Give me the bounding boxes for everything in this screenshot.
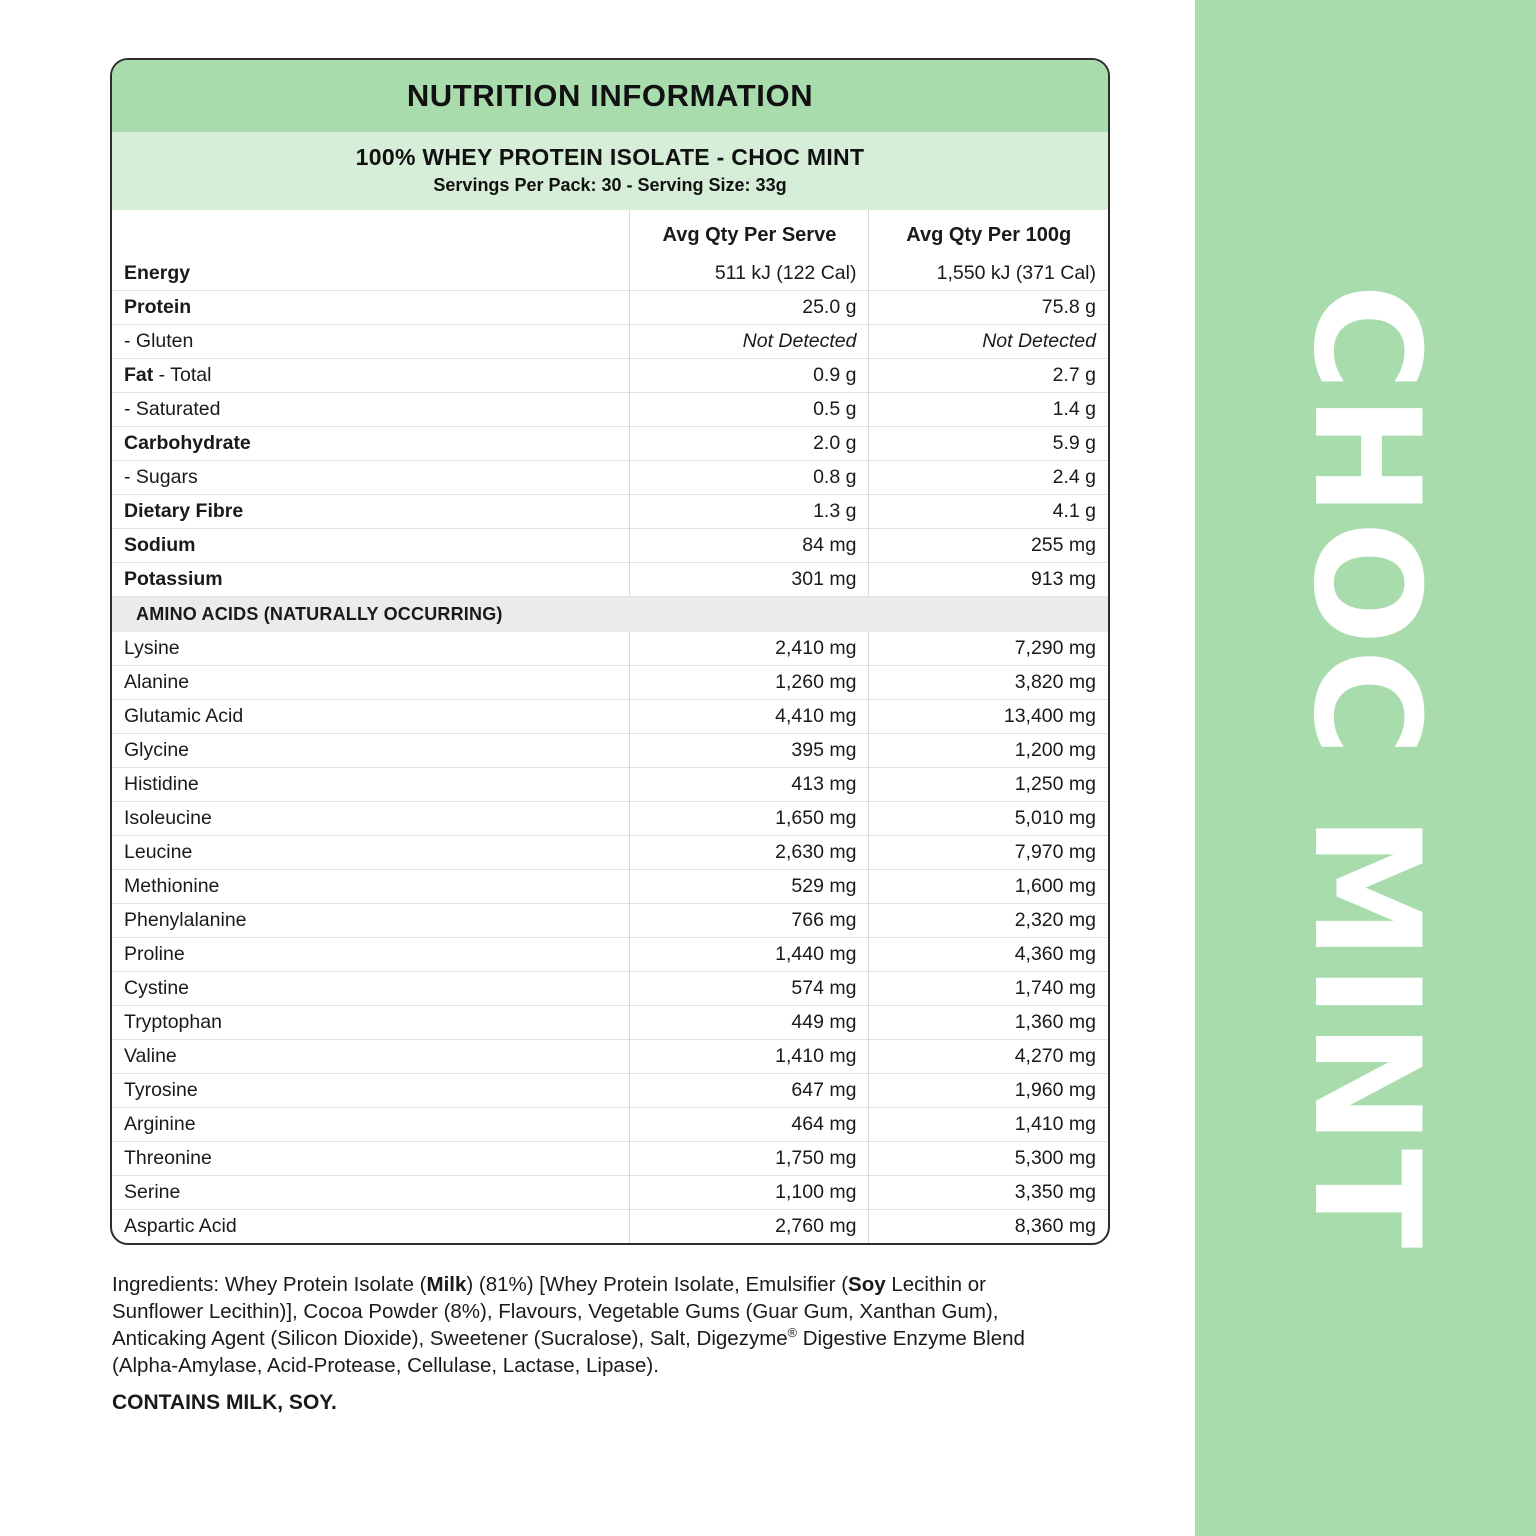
row-value-serve: 464 mg bbox=[630, 1108, 869, 1142]
row-label: Energy bbox=[124, 262, 191, 284]
table-row bbox=[112, 495, 1108, 529]
column-header-per-serve: Avg Qty Per Serve bbox=[630, 210, 869, 257]
row-value-100g: 2,320 mg bbox=[869, 904, 1108, 938]
row-value-100g: 1,550 kJ (371 Cal) bbox=[869, 257, 1108, 291]
table-row bbox=[112, 700, 1108, 734]
row-value-100g: 1,200 mg bbox=[869, 734, 1108, 768]
row-value-100g: 1,410 mg bbox=[869, 1108, 1108, 1142]
row-label: Dietary Fibre bbox=[112, 495, 630, 529]
row-value-100g: 4,270 mg bbox=[869, 1040, 1108, 1074]
row-value-100g: 7,970 mg bbox=[869, 836, 1108, 870]
row-value-serve: 1,440 mg bbox=[630, 938, 869, 972]
row-value-serve: 4,410 mg bbox=[630, 700, 869, 734]
row-value-100g: 13,400 mg bbox=[869, 700, 1108, 734]
row-label: Threonine bbox=[112, 1142, 630, 1176]
row-value-serve: 301 mg bbox=[630, 563, 869, 597]
row-value-100g: 4.1 g bbox=[869, 495, 1108, 529]
allergen-statement: CONTAINS MILK, SOY. bbox=[112, 1391, 337, 1415]
row-label: Tryptophan bbox=[112, 1006, 630, 1040]
row-label: Lysine bbox=[124, 637, 180, 659]
row-value-serve: 1,100 mg bbox=[630, 1176, 869, 1210]
flavour-side-band bbox=[1195, 0, 1536, 1536]
table-row bbox=[112, 1108, 1108, 1142]
row-value-100g: 1.4 g bbox=[869, 393, 1108, 427]
table-header-row bbox=[112, 210, 1108, 257]
table-row bbox=[112, 427, 1108, 461]
table-row bbox=[112, 529, 1108, 563]
row-value-serve: 2,760 mg bbox=[630, 1210, 869, 1244]
panel-subtitle bbox=[112, 132, 1108, 210]
row-value-serve: 1,750 mg bbox=[630, 1142, 869, 1176]
row-label: - Saturated bbox=[112, 393, 630, 427]
row-label: Aspartic Acid bbox=[112, 1210, 630, 1244]
section-header-amino-acids bbox=[112, 597, 1108, 633]
row-value-serve: 511 kJ (122 Cal) bbox=[630, 257, 869, 291]
row-value-serve: 2,410 mg bbox=[630, 632, 869, 666]
table-row bbox=[112, 1210, 1108, 1244]
column-header-name bbox=[112, 210, 630, 257]
row-label: - Sugars bbox=[112, 461, 630, 495]
row-value-serve: Not Detected bbox=[630, 325, 869, 359]
row-value-100g: 5,010 mg bbox=[869, 802, 1108, 836]
table-row bbox=[112, 734, 1108, 768]
ingredients-text: Ingredients: Whey Protein Isolate (Milk) (81%) [Whey Protein Isolate, Emulsifier (Soy Lecithin or Sunflower Lecithin)], Cocoa Powder (8%), Flavours, Vegetable Gums (Guar Gum, Xanthan Gum), Anticaking Agent (Silicon Dioxide), Sweetener (Sucralose), Salt, Digezyme® Digestive Enzyme Blend (Alpha-Amylase, Acid-Protease, Cellulase, Lactase, Lipase). bbox=[112, 1273, 1025, 1377]
nutrition-information-panel bbox=[110, 58, 1110, 1245]
row-value-100g: 4,360 mg bbox=[869, 938, 1108, 972]
row-value-100g: 3,350 mg bbox=[869, 1176, 1108, 1210]
section-label: AMINO ACIDS (NATURALLY OCCURRING) bbox=[112, 597, 1108, 633]
table-row bbox=[112, 1006, 1108, 1040]
row-value-serve: 574 mg bbox=[630, 972, 869, 1006]
row-label: Tyrosine bbox=[112, 1074, 630, 1108]
table-row bbox=[112, 904, 1108, 938]
row-value-serve: 2.0 g bbox=[630, 427, 869, 461]
row-label: Valine bbox=[112, 1040, 630, 1074]
table-row bbox=[112, 563, 1108, 597]
table-row bbox=[112, 972, 1108, 1006]
row-value-serve: 647 mg bbox=[630, 1074, 869, 1108]
table-body bbox=[112, 257, 1108, 1243]
table-row bbox=[112, 359, 1108, 393]
servings-info: Servings Per Pack: 30 - Serving Size: 33g bbox=[433, 175, 787, 195]
row-value-serve: 0.8 g bbox=[630, 461, 869, 495]
column-header-per-100g: Avg Qty Per 100g bbox=[869, 210, 1108, 257]
row-value-serve: 529 mg bbox=[630, 870, 869, 904]
row-value-serve: 413 mg bbox=[630, 768, 869, 802]
table-row bbox=[112, 938, 1108, 972]
row-value-100g: 5.9 g bbox=[869, 427, 1108, 461]
table-row bbox=[112, 291, 1108, 325]
row-value-100g: 3,820 mg bbox=[869, 666, 1108, 700]
row-value-serve: 0.5 g bbox=[630, 393, 869, 427]
row-value-100g: 75.8 g bbox=[869, 291, 1108, 325]
row-value-100g: 5,300 mg bbox=[869, 1142, 1108, 1176]
row-value-100g: 1,960 mg bbox=[869, 1074, 1108, 1108]
row-label: Phenylalanine bbox=[112, 904, 630, 938]
table-row bbox=[112, 1040, 1108, 1074]
row-label: Cystine bbox=[112, 972, 630, 1006]
table-row bbox=[112, 325, 1108, 359]
row-value-100g: 2.4 g bbox=[869, 461, 1108, 495]
row-value-100g: 1,250 mg bbox=[869, 768, 1108, 802]
row-value-100g: 913 mg bbox=[869, 563, 1108, 597]
row-value-100g: 1,360 mg bbox=[869, 1006, 1108, 1040]
row-value-serve: 449 mg bbox=[630, 1006, 869, 1040]
row-value-serve: 395 mg bbox=[630, 734, 869, 768]
row-value-100g: 1,740 mg bbox=[869, 972, 1108, 1006]
ingredients-block bbox=[112, 1272, 1072, 1417]
row-value-serve: 25.0 g bbox=[630, 291, 869, 325]
table-row bbox=[112, 1142, 1108, 1176]
row-label: - Gluten bbox=[112, 325, 630, 359]
row-label: Leucine bbox=[112, 836, 630, 870]
row-value-serve: 2,630 mg bbox=[630, 836, 869, 870]
row-label: Fat - Total bbox=[112, 359, 630, 393]
table-row bbox=[112, 870, 1108, 904]
row-label: Glycine bbox=[112, 734, 630, 768]
table-row bbox=[112, 632, 1108, 666]
table-row bbox=[112, 1074, 1108, 1108]
row-label: Protein bbox=[112, 291, 630, 325]
row-label: Glutamic Acid bbox=[112, 700, 630, 734]
panel-title: NUTRITION INFORMATION bbox=[112, 60, 1108, 132]
row-value-100g: 8,360 mg bbox=[869, 1210, 1108, 1244]
row-value-serve: 1,650 mg bbox=[630, 802, 869, 836]
product-name: 100% WHEY PROTEIN ISOLATE - CHOC MINT bbox=[355, 144, 865, 170]
row-label: Proline bbox=[112, 938, 630, 972]
flavour-name: CHOC MINT bbox=[1280, 283, 1451, 1253]
table-row bbox=[112, 802, 1108, 836]
row-value-serve: 1.3 g bbox=[630, 495, 869, 529]
table-row bbox=[112, 1176, 1108, 1210]
row-label: Alanine bbox=[112, 666, 630, 700]
table-row bbox=[112, 393, 1108, 427]
row-label: Serine bbox=[112, 1176, 630, 1210]
row-value-serve: 84 mg bbox=[630, 529, 869, 563]
row-value-100g: 7,290 mg bbox=[869, 632, 1108, 666]
row-label: Methionine bbox=[112, 870, 630, 904]
row-value-100g: 255 mg bbox=[869, 529, 1108, 563]
row-label: Carbohydrate bbox=[112, 427, 630, 461]
row-value-serve: 766 mg bbox=[630, 904, 869, 938]
row-label: Potassium bbox=[112, 563, 630, 597]
table-row bbox=[112, 836, 1108, 870]
row-value-100g: 1,600 mg bbox=[869, 870, 1108, 904]
row-label: Histidine bbox=[112, 768, 630, 802]
row-value-100g: 2.7 g bbox=[869, 359, 1108, 393]
row-label: Arginine bbox=[112, 1108, 630, 1142]
row-value-serve: 1,260 mg bbox=[630, 666, 869, 700]
table-row bbox=[112, 461, 1108, 495]
row-value-serve: 1,410 mg bbox=[630, 1040, 869, 1074]
row-label: Isoleucine bbox=[112, 802, 630, 836]
table-row bbox=[112, 666, 1108, 700]
row-value-serve: 0.9 g bbox=[630, 359, 869, 393]
table-row bbox=[112, 257, 1108, 291]
nutrition-table bbox=[112, 210, 1108, 1243]
row-label: Sodium bbox=[112, 529, 630, 563]
row-value-100g: Not Detected bbox=[869, 325, 1108, 359]
table-row bbox=[112, 768, 1108, 802]
